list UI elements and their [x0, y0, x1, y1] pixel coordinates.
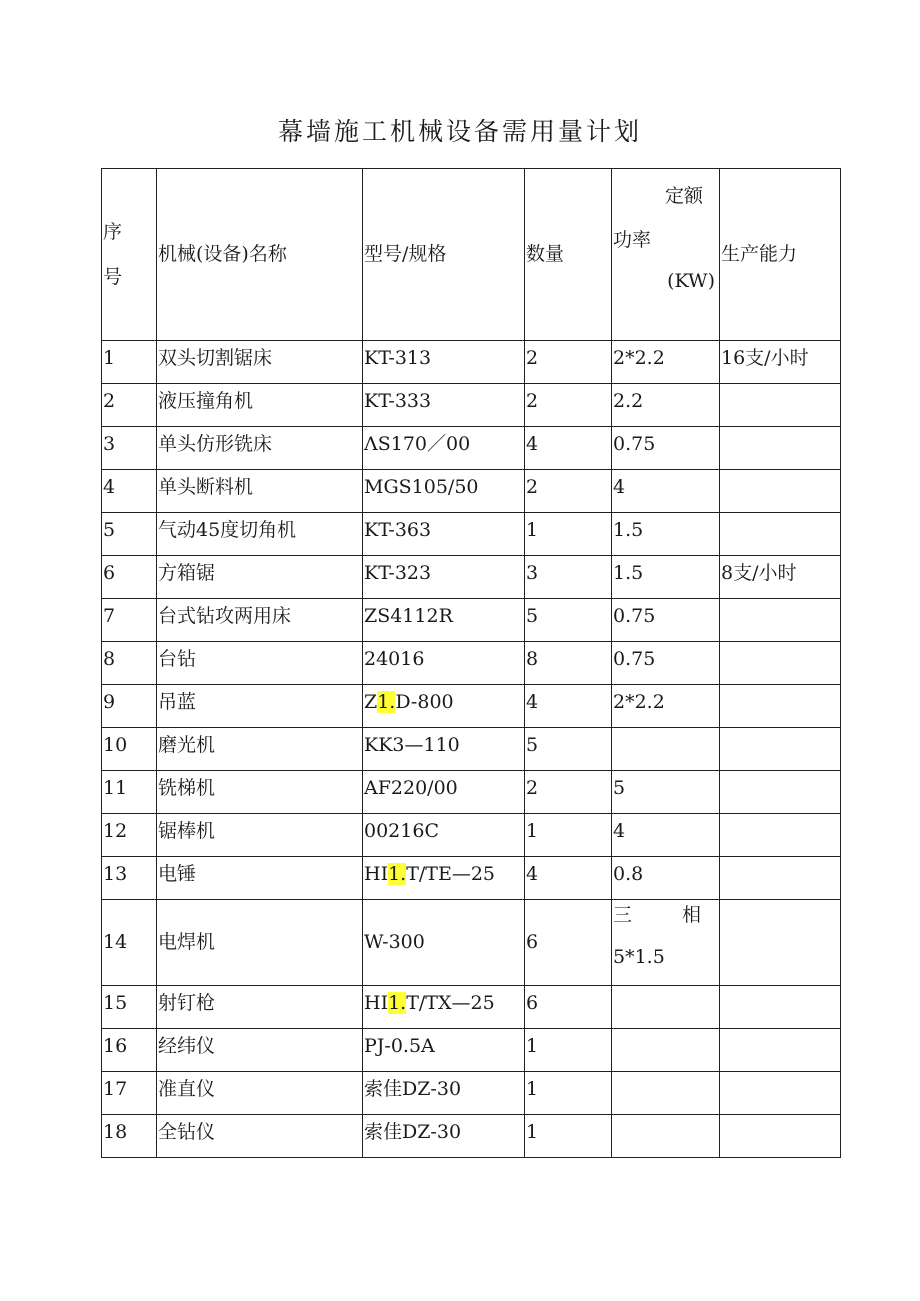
page-title: 幕墙施工机械设备需用量计划: [277, 117, 642, 146]
row-capacity: [720, 642, 841, 685]
row-model: 00216C: [363, 814, 525, 857]
table-row: [102, 728, 841, 771]
row-power: 1.5: [612, 556, 720, 599]
table-row: [102, 1115, 841, 1158]
table-row: [102, 900, 841, 986]
row-qty: 5: [525, 599, 612, 642]
row-name: 经纬仪: [157, 1029, 363, 1072]
row-name: 射钉枪: [157, 986, 363, 1029]
equipment-table: [101, 168, 841, 1158]
row-qty: 2: [525, 384, 612, 427]
row-model: KT-323: [363, 556, 525, 599]
table-row: [102, 771, 841, 814]
row-capacity: [720, 771, 841, 814]
row-power: 5: [612, 771, 720, 814]
row-name: 全钻仪: [157, 1115, 363, 1158]
header-model: 型号/规格: [363, 169, 525, 341]
row-name: 液压撞角机: [157, 384, 363, 427]
row-name: 单头断料机: [157, 470, 363, 513]
row-model: HI1.T/TX—25: [363, 986, 525, 1029]
row-model: 索佳DZ-30: [363, 1115, 525, 1158]
row-model: PJ-0.5A: [363, 1029, 525, 1072]
table-row: [102, 470, 841, 513]
row-capacity: [720, 1115, 841, 1158]
row-no: 4: [102, 470, 157, 513]
row-name: 吊蓝: [157, 685, 363, 728]
header-qty: 数量: [525, 169, 612, 341]
row-capacity: [720, 470, 841, 513]
row-name: 电锤: [157, 857, 363, 900]
row-qty: 2: [525, 771, 612, 814]
row-no: 15: [102, 986, 157, 1029]
row-qty: 1: [525, 1072, 612, 1115]
row-capacity: [720, 728, 841, 771]
row-capacity: [720, 384, 841, 427]
table-row: [102, 1029, 841, 1072]
row-name: 双头切割锯床: [157, 341, 363, 384]
table-row: [102, 814, 841, 857]
table-row: [102, 599, 841, 642]
row-no: 16: [102, 1029, 157, 1072]
row-qty: 2: [525, 341, 612, 384]
row-qty: 4: [525, 685, 612, 728]
row-power: 4: [612, 470, 720, 513]
row-name: 单头仿形铣床: [157, 427, 363, 470]
row-capacity: [720, 986, 841, 1029]
row-model: Z1.D-800: [363, 685, 525, 728]
row-qty: 1: [525, 1115, 612, 1158]
table-row: [102, 427, 841, 470]
row-model: ΛS170／00: [363, 427, 525, 470]
row-power: 0.75: [612, 642, 720, 685]
row-no: 1: [102, 341, 157, 384]
row-name: 磨光机: [157, 728, 363, 771]
header-power-line3: (KW): [667, 270, 715, 292]
row-name: 准直仪: [157, 1072, 363, 1115]
table-row: [102, 642, 841, 685]
row-model: 索佳DZ-30: [363, 1072, 525, 1115]
table-row: [102, 857, 841, 900]
row-model: AF220/00: [363, 771, 525, 814]
row-power: 1.5: [612, 513, 720, 556]
table-row: [102, 513, 841, 556]
row-capacity: [720, 427, 841, 470]
row-model: KT-313: [363, 341, 525, 384]
row-power: [612, 1115, 720, 1158]
row-capacity: 16支/小时: [720, 341, 841, 384]
row-power: 0.75: [612, 599, 720, 642]
highlight-mark: 1.: [377, 690, 396, 713]
row-qty: 4: [525, 427, 612, 470]
row-no: 11: [102, 771, 157, 814]
row-model: KK3—110: [363, 728, 525, 771]
row-capacity: [720, 900, 841, 986]
header-name: 机械(设备)名称: [157, 169, 363, 341]
row-no: 18: [102, 1115, 157, 1158]
table-row: [102, 1072, 841, 1115]
table-row: [102, 384, 841, 427]
row-model: HI1.T/TE—25: [363, 857, 525, 900]
row-power: 三 相 5*1.5: [612, 900, 720, 986]
row-name: 气动45度切角机: [157, 513, 363, 556]
row-model: KT-333: [363, 384, 525, 427]
row-no: 5: [102, 513, 157, 556]
row-capacity: [720, 513, 841, 556]
row-power: 2.2: [612, 384, 720, 427]
row-capacity: [720, 814, 841, 857]
row-power: 0.75: [612, 427, 720, 470]
row-capacity: [720, 599, 841, 642]
row-no: 17: [102, 1072, 157, 1115]
row-qty: 4: [525, 857, 612, 900]
row-power: [612, 1072, 720, 1115]
row-qty: 1: [525, 814, 612, 857]
header-capacity: 生产能力: [720, 169, 841, 341]
row-no: 2: [102, 384, 157, 427]
row-no: 6: [102, 556, 157, 599]
row-qty: 1: [525, 513, 612, 556]
row-power: 2*2.2: [612, 685, 720, 728]
table-row: [102, 341, 841, 384]
row-no: 14: [102, 900, 157, 986]
header-seq: 序 号: [102, 169, 157, 341]
table-row: [102, 986, 841, 1029]
row-no: 12: [102, 814, 157, 857]
row-no: 7: [102, 599, 157, 642]
row-power: 2*2.2: [612, 341, 720, 384]
row-model: ZS4112R: [363, 599, 525, 642]
row-name: 电焊机: [157, 900, 363, 986]
row-no: 8: [102, 642, 157, 685]
row-capacity: [720, 857, 841, 900]
row-name: 锯棒机: [157, 814, 363, 857]
row-model: KT-363: [363, 513, 525, 556]
row-qty: 6: [525, 900, 612, 986]
table-row: [102, 556, 841, 599]
row-name: 台钻: [157, 642, 363, 685]
row-capacity: 8支/小时: [720, 556, 841, 599]
header-power-line2: 功率: [613, 229, 652, 251]
table-header-row: [102, 169, 841, 341]
row-qty: 2: [525, 470, 612, 513]
row-qty: 3: [525, 556, 612, 599]
row-power: 4: [612, 814, 720, 857]
row-model: MGS105/50: [363, 470, 525, 513]
row-capacity: [720, 1029, 841, 1072]
highlight-mark: 1.: [388, 862, 407, 885]
row-name: 铣梯机: [157, 771, 363, 814]
row-capacity: [720, 685, 841, 728]
highlight-mark: 1.: [388, 991, 407, 1014]
row-power: [612, 1029, 720, 1072]
table-row: [102, 685, 841, 728]
row-name: 方箱锯: [157, 556, 363, 599]
row-no: 13: [102, 857, 157, 900]
row-power: [612, 986, 720, 1029]
row-no: 3: [102, 427, 157, 470]
row-capacity: [720, 1072, 841, 1115]
row-model: 24016: [363, 642, 525, 685]
row-model: W-300: [363, 900, 525, 986]
row-power: 0.8: [612, 857, 720, 900]
row-power: [612, 728, 720, 771]
row-name: 台式钻攻两用床: [157, 599, 363, 642]
header-power: [612, 169, 720, 341]
row-no: 10: [102, 728, 157, 771]
row-qty: 8: [525, 642, 612, 685]
row-qty: 5: [525, 728, 612, 771]
row-qty: 1: [525, 1029, 612, 1072]
header-power-line1: 定额: [664, 185, 703, 207]
row-qty: 6: [525, 986, 612, 1029]
row-no: 9: [102, 685, 157, 728]
